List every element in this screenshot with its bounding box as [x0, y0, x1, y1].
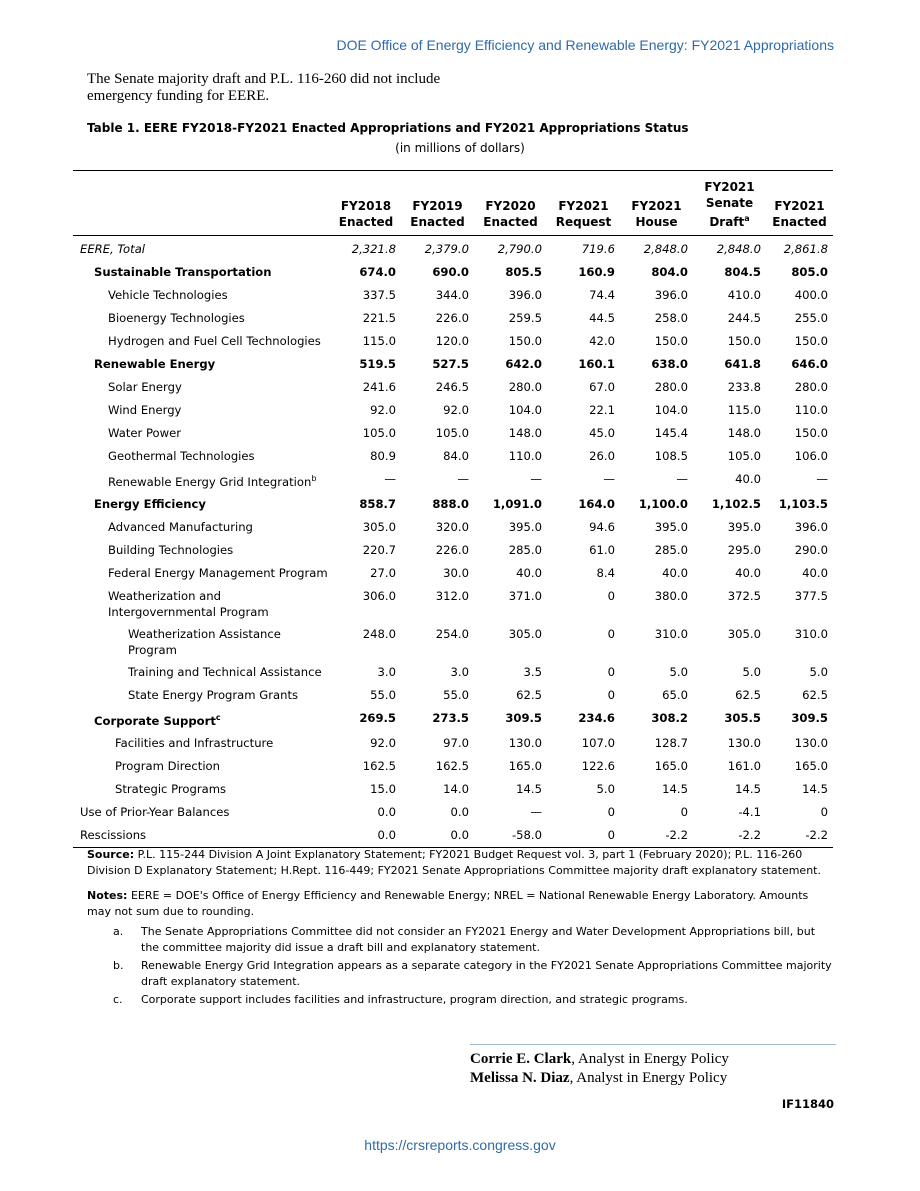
table-cell: 380.0 — [654, 588, 688, 603]
table-row — [73, 422, 833, 445]
table-cell: 719.6 — [581, 242, 615, 256]
row-label: Solar Energy — [108, 380, 182, 394]
table-cell: — — [676, 472, 688, 486]
table-cell: 0.0 — [450, 804, 469, 819]
report-code: IF11840 — [781, 1097, 834, 1111]
table-cell: 92.0 — [370, 403, 396, 417]
table-cell: 305.5 — [724, 710, 761, 725]
table-row — [73, 661, 833, 684]
table-row — [73, 516, 833, 539]
table-cell: 290.0 — [794, 542, 828, 557]
table-cell: 67.0 — [589, 380, 615, 394]
table-cell: 115.0 — [727, 403, 761, 417]
table-cell: 80.9 — [370, 449, 396, 463]
table-cell: 92.0 — [443, 403, 469, 417]
table-cell: 162.5 — [362, 758, 396, 773]
table-cell: 226.0 — [435, 311, 469, 325]
table-cell: 674.0 — [359, 265, 396, 279]
table-cell: 248.0 — [362, 626, 396, 641]
column-header: FY2021 Senate Draft$^a$ — [704, 180, 755, 229]
table-cell: 14.5 — [516, 781, 542, 796]
table-cell: — — [384, 472, 396, 486]
table-cell: 320.0 — [435, 519, 469, 534]
appropriations-table-container — [73, 170, 833, 848]
table-cell: 62.5 — [802, 687, 828, 702]
table-cell: — — [603, 472, 615, 486]
table-cell: 40.0 — [516, 565, 542, 580]
column-header: FY2020 Enacted — [483, 199, 538, 229]
table-cell: 2,790.0 — [497, 242, 542, 256]
table-cell: 312.0 — [435, 588, 469, 603]
table-cell: 105.0 — [727, 449, 761, 463]
table-cell: 44.5 — [589, 311, 615, 325]
table-cell: 0.0 — [401, 824, 474, 848]
table-row — [73, 707, 833, 732]
table-row — [73, 824, 833, 848]
intro-paragraph: The Senate majority draft and P.L. 116-260 did not include emergency funding for EERE. — [87, 71, 441, 104]
table-cell: 280.0 — [654, 380, 688, 394]
table-cell: 150.0 — [654, 334, 688, 348]
table-cell: 40.0 — [735, 472, 761, 486]
row-label: Federal Energy Management Program — [108, 565, 328, 580]
table-cell: 400.0 — [794, 288, 828, 302]
table-cell: 305.0 — [508, 626, 542, 641]
table-cell: 115.0 — [362, 334, 396, 348]
author: Corrie E. Clark, Analyst in Energy Policy — [470, 1051, 729, 1067]
table-cell: 65.0 — [662, 687, 688, 702]
table-cell: — — [530, 804, 542, 819]
table-cell: 165.0 — [508, 758, 542, 773]
table-cell: 280.0 — [508, 380, 542, 394]
table-cell: 40.0 — [662, 565, 688, 580]
table-cell: 641.8 — [724, 357, 761, 371]
table-cell: 396.0 — [654, 288, 688, 302]
table-cell: 0 — [607, 804, 615, 819]
table-cell: 309.5 — [791, 710, 828, 725]
table-row — [73, 755, 833, 778]
table-cell: 306.0 — [362, 588, 396, 603]
table-cell: 1,102.5 — [711, 496, 761, 511]
notes-paragraph: Notes: EERE = DOE's Office of Energy Efficiency and Renewable Energy; NREL = National Renewable Energy Laboratory. Amounts may not sum due to rounding. — [87, 889, 809, 918]
table-cell: 110.0 — [794, 403, 828, 417]
table-cell: 150.0 — [508, 334, 542, 348]
table-cell: 2,848.0 — [716, 242, 761, 256]
table-row — [73, 399, 833, 422]
row-label: Corporate Support$^c$ — [94, 712, 221, 728]
table-cell: 45.0 — [589, 426, 615, 440]
table-cell: 148.0 — [727, 426, 761, 440]
table-cell: 220.7 — [362, 542, 396, 557]
table-cell: 74.4 — [589, 288, 615, 302]
table-cell: 273.5 — [432, 710, 469, 725]
table-cell: 107.0 — [581, 735, 615, 750]
table-cell: 8.4 — [596, 565, 615, 580]
table-row — [73, 261, 833, 284]
table-cell: 62.5 — [735, 687, 761, 702]
table-cell: 42.0 — [589, 334, 615, 348]
table-cell: 161.0 — [727, 758, 761, 773]
table-cell: 285.0 — [508, 542, 542, 557]
row-label: Rescissions — [73, 824, 331, 848]
table-cell: 690.0 — [432, 265, 469, 279]
table-cell: 1,103.5 — [778, 496, 828, 511]
table-cell: 305.0 — [727, 626, 761, 641]
table-cell: 160.1 — [578, 357, 615, 371]
table-cell: -2.2 — [620, 824, 693, 848]
table-cell: 1,091.0 — [492, 496, 542, 511]
table-cell: 396.0 — [508, 288, 542, 302]
table-cell: 120.0 — [435, 334, 469, 348]
table-cell: 27.0 — [370, 565, 396, 580]
table-cell: 258.0 — [654, 311, 688, 325]
table-cell: — — [530, 472, 542, 486]
row-label: Renewable Energy — [94, 357, 216, 371]
table-cell: 164.0 — [578, 496, 615, 511]
table-cell: — — [816, 472, 828, 486]
table-row — [73, 468, 833, 493]
table-cell: 241.6 — [362, 380, 396, 394]
table-cell: 14.5 — [735, 781, 761, 796]
table-cell: 130.0 — [727, 735, 761, 750]
table-cell: 234.6 — [578, 710, 615, 725]
table-row — [73, 801, 833, 824]
table-row — [73, 539, 833, 562]
table-cell: 105.0 — [435, 426, 469, 440]
table-cell: 0 — [547, 824, 620, 848]
table-cell: 0 — [607, 664, 615, 679]
table-cell: 396.0 — [794, 519, 828, 534]
table-header-row — [73, 171, 833, 236]
table-cell: 0.0 — [377, 804, 396, 819]
table-cell: -2.2 — [693, 824, 766, 848]
row-label: Vehicle Technologies — [108, 288, 228, 302]
row-label: Wind Energy — [108, 403, 182, 417]
table-cell: 0 — [820, 804, 828, 819]
row-label: State Energy Program Grants — [128, 687, 299, 702]
table-cell: 259.5 — [508, 311, 542, 325]
table-cell: 14.5 — [802, 781, 828, 796]
table-cell: 0 — [607, 588, 615, 603]
table-cell: 15.0 — [370, 781, 396, 796]
table-cell: 14.0 — [443, 781, 469, 796]
table-cell: 105.0 — [362, 426, 396, 440]
author-block — [470, 1044, 836, 1088]
table-cell: 130.0 — [794, 735, 828, 750]
table-cell: 295.0 — [727, 542, 761, 557]
table-cell: 150.0 — [794, 334, 828, 348]
table-cell: 638.0 — [651, 357, 688, 371]
table-cell: 22.1 — [589, 403, 615, 417]
table-cell: 5.0 — [742, 664, 761, 679]
row-label: Strategic Programs — [115, 781, 227, 796]
table-cell: 2,321.8 — [351, 242, 396, 256]
table-cell: 150.0 — [727, 334, 761, 348]
table-row — [73, 585, 833, 623]
table-cell: 309.5 — [505, 710, 542, 725]
table-cell: 804.0 — [651, 265, 688, 279]
table-row — [73, 236, 833, 262]
row-label: Facilities and Infrastructure — [115, 735, 274, 750]
running-header: DOE Office of Energy Efficiency and Renewable Energy: FY2021 Appropriations — [336, 37, 834, 53]
table-cell: 55.0 — [370, 687, 396, 702]
table-cell: 61.0 — [589, 542, 615, 557]
table-cell: 122.6 — [581, 758, 615, 773]
row-label: EERE, Total — [80, 242, 146, 256]
footnote: a. The Senate Appropriations Committee did not consider an FY2021 Energy and Water Development Appropriations bill, but the committee majority did issue a draft bill and explanatory statement. — [113, 925, 816, 954]
column-header: FY2018 Enacted — [338, 199, 394, 229]
row-label: Water Power — [108, 426, 182, 440]
table-cell: 14.5 — [662, 781, 688, 796]
table-row — [73, 623, 833, 661]
table-cell: 110.0 — [508, 449, 542, 463]
row-label: Building Technologies — [108, 542, 234, 557]
table-cell: 372.5 — [727, 588, 761, 603]
row-label: Program Direction — [115, 758, 220, 773]
table-cell: 3.0 — [450, 664, 469, 679]
table-title: Table 1. EERE FY2018-FY2021 Enacted Appropriations and FY2021 Appropriations Status — [87, 121, 689, 135]
table-row — [73, 684, 833, 707]
table-cell: 233.8 — [727, 380, 761, 394]
table-cell: 5.0 — [596, 781, 615, 796]
table-row — [73, 562, 833, 585]
table-cell: 308.2 — [651, 710, 688, 725]
table-cell: 165.0 — [794, 758, 828, 773]
table-cell: 148.0 — [508, 426, 542, 440]
table-cell: 106.0 — [794, 449, 828, 463]
table-cell: 5.0 — [809, 664, 828, 679]
table-cell: 410.0 — [727, 288, 761, 302]
row-label: Advanced Manufacturing — [108, 519, 253, 534]
table-cell: 642.0 — [505, 357, 542, 371]
footnote: c. Corporate support includes facilities and infrastructure, program direction, and strategic programs. — [113, 993, 688, 1006]
table-cell: 130.0 — [508, 735, 542, 750]
row-label: Weatherization Assistance Program — [128, 626, 281, 657]
row-label: Bioenergy Technologies — [108, 311, 245, 325]
table-cell: 94.6 — [589, 519, 615, 534]
table-cell: 395.0 — [654, 519, 688, 534]
table-cell: 0 — [607, 626, 615, 641]
table-cell: 337.5 — [362, 288, 396, 302]
table-cell: 858.7 — [359, 496, 396, 511]
column-header: FY2021 Request — [555, 199, 612, 229]
table-cell: 244.5 — [727, 311, 761, 325]
table-cell: 162.5 — [435, 758, 469, 773]
table-cell: 221.5 — [362, 311, 396, 325]
table-cell: 5.0 — [669, 664, 688, 679]
table-cell: 254.0 — [435, 626, 469, 641]
table-cell: 395.0 — [508, 519, 542, 534]
table-cell: 2,861.8 — [783, 242, 828, 256]
table-cell: 160.9 — [578, 265, 615, 279]
table-row — [73, 732, 833, 755]
table-cell: 40.0 — [735, 565, 761, 580]
table-cell: 310.0 — [794, 626, 828, 641]
table-subtitle: (in millions of dollars) — [395, 141, 525, 155]
table-cell: 519.5 — [359, 357, 396, 371]
column-header: FY2021 Enacted — [772, 199, 827, 229]
table-cell: 104.0 — [508, 403, 542, 417]
table-cell: 305.0 — [362, 519, 396, 534]
column-header: FY2021 House — [631, 199, 682, 229]
table-row — [73, 376, 833, 399]
table-cell: 165.0 — [654, 758, 688, 773]
table-cell: 150.0 — [794, 426, 828, 440]
table-cell: 527.5 — [432, 357, 469, 371]
column-header: FY2019 Enacted — [410, 199, 465, 229]
table-cell: -2.2 — [766, 824, 833, 848]
table-cell: 285.0 — [654, 542, 688, 557]
table-row — [73, 445, 833, 468]
table-cell: — — [457, 472, 469, 486]
table-cell: -4.1 — [738, 804, 761, 819]
table-cell: 310.0 — [654, 626, 688, 641]
table-cell: 344.0 — [435, 288, 469, 302]
table-cell: 62.5 — [516, 687, 542, 702]
table-cell: 128.7 — [654, 735, 688, 750]
table-cell: 226.0 — [435, 542, 469, 557]
table-row — [73, 353, 833, 376]
table-cell: 804.5 — [724, 265, 761, 279]
table-cell: 805.5 — [505, 265, 542, 279]
row-label: Energy Efficiency — [94, 496, 206, 511]
table-cell: 145.4 — [654, 426, 688, 440]
table-cell: 30.0 — [443, 565, 469, 580]
table-cell: 92.0 — [370, 735, 396, 750]
table-cell: 3.5 — [523, 664, 542, 679]
table-cell: 0 — [607, 687, 615, 702]
footer-link[interactable]: https://crsreports.congress.gov — [364, 1137, 556, 1153]
table-cell: 104.0 — [654, 403, 688, 417]
appropriations-table — [73, 170, 833, 848]
row-label: Hydrogen and Fuel Cell Technologies — [108, 334, 321, 348]
table-cell: 2,379.0 — [424, 242, 469, 256]
table-cell: 280.0 — [794, 380, 828, 394]
table-row — [73, 307, 833, 330]
row-label: Renewable Energy Grid Integration$^b$ — [108, 474, 317, 489]
table-cell: 395.0 — [727, 519, 761, 534]
table-row — [73, 284, 833, 307]
table-cell: 377.5 — [794, 588, 828, 603]
table-cell: 3.0 — [377, 664, 396, 679]
table-cell: 40.0 — [802, 565, 828, 580]
table-row — [73, 778, 833, 801]
table-cell: 84.0 — [443, 449, 469, 463]
table-cell: 2,848.0 — [643, 242, 688, 256]
table-row — [73, 493, 833, 516]
table-cell: 108.5 — [654, 449, 688, 463]
table-cell: 805.0 — [791, 265, 828, 279]
column-header-label — [73, 171, 331, 236]
table-notes — [87, 847, 832, 1010]
table-row — [73, 330, 833, 353]
table-cell: 646.0 — [791, 357, 828, 371]
table-cell: 1,100.0 — [638, 496, 688, 511]
row-label: Use of Prior-Year Balances — [80, 804, 230, 819]
table-cell: 246.5 — [435, 380, 469, 394]
row-label: Weatherization and Intergovernmental Program — [108, 588, 269, 619]
table-cell: 55.0 — [443, 687, 469, 702]
footnote: b. Renewable Energy Grid Integration appears as a separate category in the FY2021 Senate Appropriations Committee majority draft explanatory statement. — [113, 959, 832, 988]
table-cell: 888.0 — [432, 496, 469, 511]
table-body — [73, 236, 833, 848]
table-cell: 97.0 — [443, 735, 469, 750]
table-cell: 255.0 — [794, 311, 828, 325]
table-cell: -58.0 — [474, 824, 547, 848]
author: Melissa N. Diaz, Analyst in Energy Policy — [470, 1070, 728, 1086]
source-note: Source: P.L. 115-244 Division A Joint Explanatory Statement; FY2021 Budget Request vol. 3, part 1 (February 2020); P.L. 116-260 Division D Explanatory Statement; H.Rept. 116-449; FY2021 Senate Appropriations Committee majority draft explanatory statement. — [87, 848, 821, 877]
table-cell: 26.0 — [589, 449, 615, 463]
table-cell: 0.0 — [331, 824, 401, 848]
table-cell: 269.5 — [359, 710, 396, 725]
row-label: Geothermal Technologies — [108, 449, 255, 463]
row-label: Sustainable Transportation — [94, 265, 272, 279]
table-cell: 0 — [680, 804, 688, 819]
row-label: Training and Technical Assistance — [128, 664, 322, 679]
table-cell: 371.0 — [508, 588, 542, 603]
